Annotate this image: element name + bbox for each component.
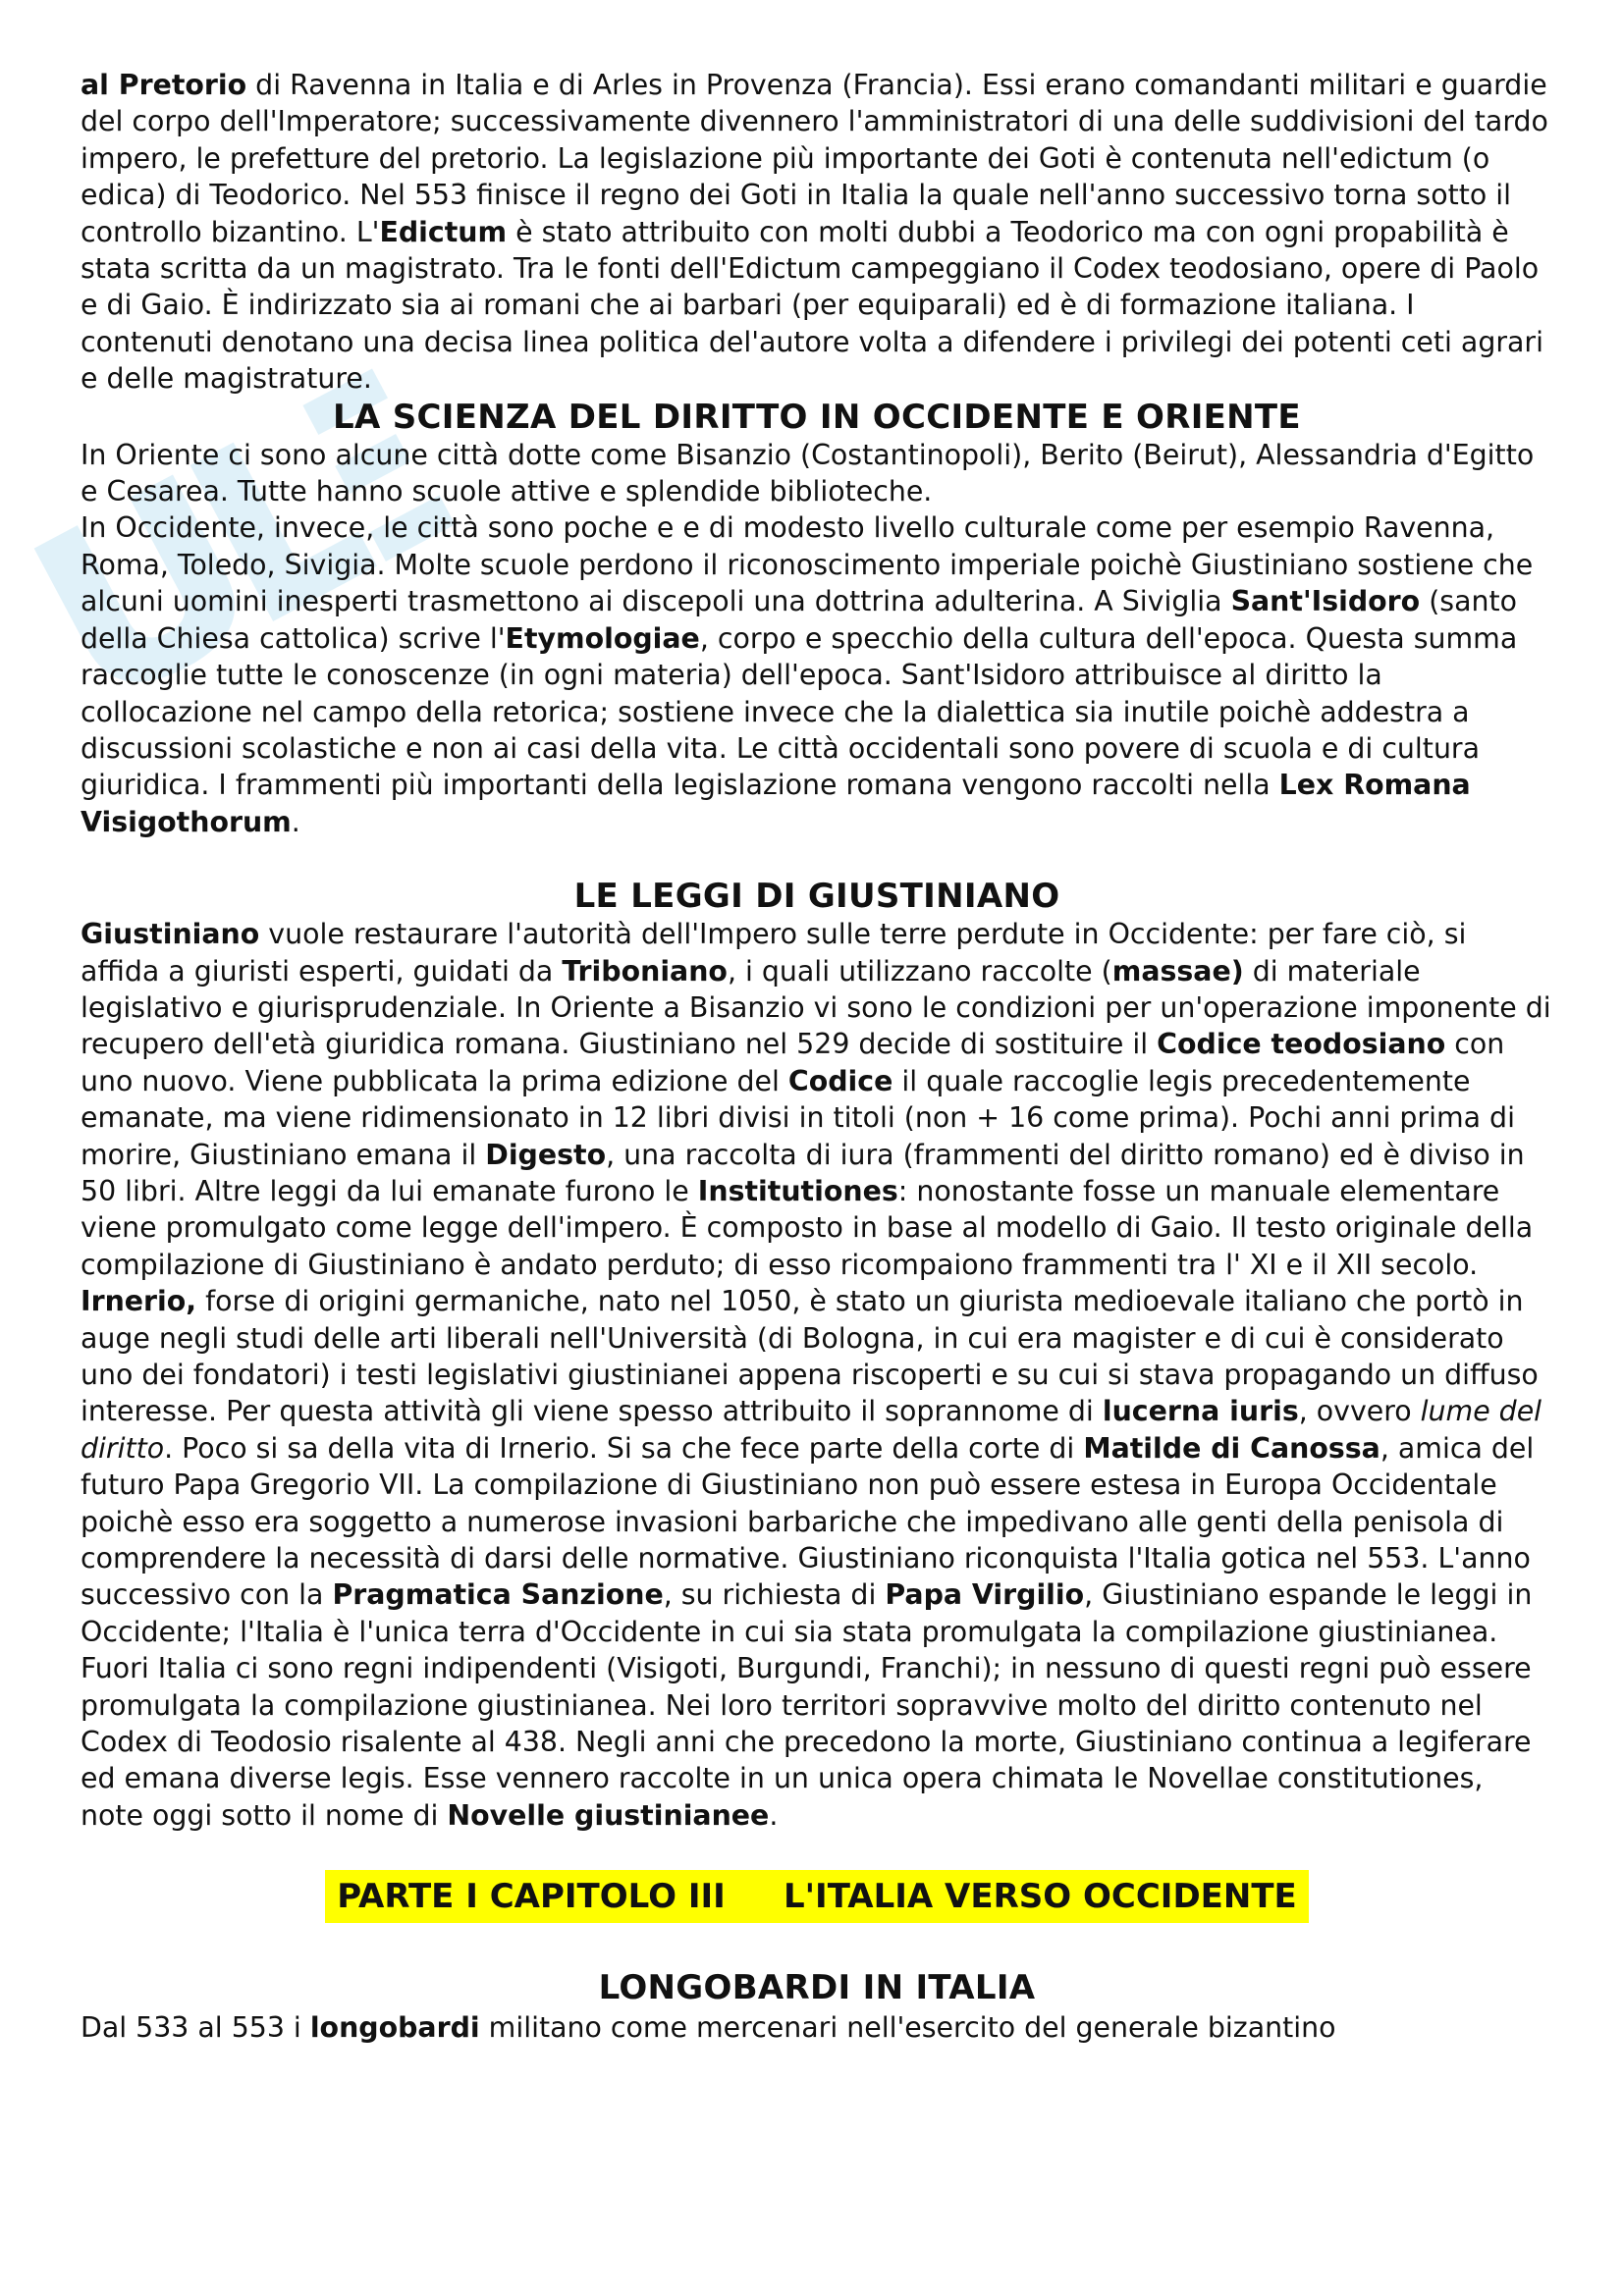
bold-term: Etymologiae xyxy=(505,621,700,655)
bold-term: Pragmatica Sanzione xyxy=(332,1578,664,1612)
text-run: , i quali utilizzano raccolte ( xyxy=(727,954,1112,988)
paragraph-longobardi xyxy=(81,2009,1553,2046)
paragraph-giustiniano xyxy=(81,916,1553,1834)
bold-term: Irnerio, xyxy=(81,1285,197,1318)
text-run: , una raccolta di iura (frammenti del diritto romano) ed è diviso in 50 libri. Altre leggi da lui emanate furono le xyxy=(81,1138,1525,1207)
text-run: , Giustiniano espande le leggi in Occidente; l'Italia è l'unica terra d'Occidente in cui sia stata promulgata la compilazione giustinianea. Fuori Italia ci sono regni indipendenti (Visigoti, Burgundi, Franchi); in nessuno di questi regni può essere promulgata la compilazione giustinianea. Nei loro territori sopravvive molto del diritto contenuto nel Codex di Teodosio risalente al 438. Negli anni che precedono la morte, Giustiniano continua a legiferare ed emana diverse legis. Esse vennero raccolte in un unica opera chimata le Novellae constitutiones, note oggi sotto il nome di xyxy=(81,1578,1533,1832)
bold-term: Matilde di Canossa xyxy=(1083,1431,1380,1465)
text-run: . Poco si sa della vita di Irnerio. Si sa che fece parte della corte di xyxy=(164,1431,1084,1465)
text-run: militano come mercenari nell'esercito del generale bizantino xyxy=(479,2011,1336,2045)
bold-term: Edictum xyxy=(379,215,508,248)
text-run: , corpo e specchio della cultura dell'epoca. Questa summa raccoglie tutte le conoscenze (in ogni materia) dell'epoca. Sant'Isidoro attribuisce al diritto la collocazione nel campo della retorica; sostiene invece che la dialettica sia inutile poichè addestra a discussioni scolastiche e non ai casi della vita. Le città occidentali sono povere di scuola e di cultura giuridica. I frammenti più importanti della legislazione romana vengono raccolti nella xyxy=(81,621,1518,802)
bold-term: Codice xyxy=(787,1064,893,1097)
bold-term: Codice teodosiano xyxy=(1157,1028,1446,1061)
section-heading-scienza: LA SCIENZA DEL DIRITTO IN OCCIDENTE E ORIENTE xyxy=(333,397,1301,437)
bold-term: Sant'Isidoro xyxy=(1230,585,1421,618)
text-run: . xyxy=(291,805,300,838)
text-run: , su richiesta di xyxy=(663,1578,886,1612)
bold-term: Digesto xyxy=(485,1138,607,1171)
paragraph-oriente: In Oriente ci sono alcune città dotte come Bisanzio (Costantinopoli), Berito (Beirut), Alessandria d'Egitto e Cesarea. Tutte hanno scuole attive e splendide biblioteche. xyxy=(81,438,1535,508)
text-run: Dal 533 al 553 i xyxy=(81,2011,310,2045)
text-run: forse di origini germaniche, nato nel 1050, è stato un giurista medioevale italiano che portò in auge negli studi delle arti liberali nell'Università (di Bologna, in cui era magister e di cui è considerato uno dei fondatori) i testi legislativi giustinianei appena riscoperti e su cui si stava propagando un diffuso interesse. Per questa attività gli viene spesso attribuito il soprannome di xyxy=(81,1285,1539,1428)
bold-term: Papa Virgilio xyxy=(885,1578,1085,1612)
text-run: di materiale legislativo e giurisprudenziale. In Oriente a Bisanzio vi sono le condizioni per un'operazione imponente di recupero dell'età giuridica romana. Giustiniano nel 529 decide di sostituire il xyxy=(81,954,1551,1061)
text-run: di Ravenna in Italia e di Arles in Provenza (Francia). Essi erano comandanti militari e guardie del corpo dell'Imperatore; successivamente divennero l'amministratori di una delle suddivisioni del tardo impero, le prefetture del pretorio. La legislazione più importante dei Goti è contenuta nell'edictum (o edica) di Teodorico. Nel 553 finisce il regno dei Goti in Italia la quale nell'anno successivo torna sotto il controllo bizantino. L' xyxy=(81,69,1548,248)
section-heading-longobardi: LONGOBARDI IN ITALIA xyxy=(598,1968,1036,2008)
text-run: con uno nuovo. Viene pubblicata la prima edizione del xyxy=(81,1028,1505,1097)
text-run: . xyxy=(769,1798,779,1832)
chapter-heading-parte: PARTE I CAPITOLO III L'ITALIA VERSO OCCIDENTE xyxy=(325,1870,1309,1923)
chapter-heading-wrap xyxy=(81,1870,1553,1931)
text-run: (santo della Chiesa cattolica) scrive l' xyxy=(81,585,1517,655)
bold-term: al Pretorio xyxy=(81,69,247,101)
paragraph-occidente xyxy=(81,509,1553,840)
text-run: In Occidente, invece, le città sono poche e e di modesto livello culturale come per esempio Ravenna, Roma, Toledo, Sivigia. Molte scuole perdono il riconoscimento imperiale poichè Giustiniano sostiene che alcuni uomini inesperti trasmettono ai discepoli una dottrina adulterina. A Siviglia xyxy=(81,511,1534,618)
document-page xyxy=(81,67,1553,2047)
bold-term: Novelle giustinianee xyxy=(447,1798,770,1832)
text-run: , ovvero xyxy=(1298,1395,1421,1428)
bold-term: Institutiones xyxy=(697,1174,898,1207)
bold-term: Lex Romana Visigothorum xyxy=(81,769,1471,838)
italic-term: lume del diritto xyxy=(81,1395,1542,1465)
bold-term: lucerna iuris xyxy=(1102,1395,1299,1428)
paragraph-goti xyxy=(81,67,1553,398)
text-run: è stato attribuito con molti dubbi a Teodorico ma con ogni propabilità è stata scritta da un magistrato. Tra le fonti dell'Edictum campeggiano il Codex teodosiano, opere di Paolo e di Gaio. È indirizzato sia ai romani che ai barbari (per equiparali) ed è di formazione italiana. I contenuti denotano una decisa linea politica del'autore volta a difendere i privilegi dei potenti ceti agrari e delle magistrature. xyxy=(81,215,1543,396)
bold-term: massae) xyxy=(1111,954,1244,988)
text-run: , amica del futuro Papa Gregorio VII. La compilazione di Giustiniano non può essere estesa in Europa Occidentale poichè esso era soggetto a numerose invasioni barbariche che impedivano alle genti della penisola di comprendere la necessità di darsi delle normative. Giustiniano riconquista l'Italia gotica nel 553. L'anno successivo con la xyxy=(81,1431,1535,1612)
text-run: vuole restaurare l'autorità dell'Impero sulle terre perdute in Occidente: per fare ciò, si affida a giuristi esperti, guidati da xyxy=(81,918,1467,988)
text-run: il quale raccoglie legis precedentemente emanate, ma viene ridimensionato in 12 libri divisi in titoli (non + 16 come prima). Pochi anni prima di morire, Giustiniano emana il xyxy=(81,1064,1515,1171)
bold-term: longobardi xyxy=(309,2011,480,2045)
bold-term: Triboniano xyxy=(562,954,728,988)
text-run: : nonostante fosse un manuale elementare viene promulgato come legge dell'impero. È composto in base al modello di Gaio. Il testo originale della compilazione di Giustiniano è andato perduto; di esso ricompaiono frammenti tra l' XI e il XII secolo. xyxy=(81,1174,1534,1281)
bold-term: Giustiniano xyxy=(81,918,260,951)
section-heading-leggi: LE LEGGI DI GIUSTINIANO xyxy=(573,877,1060,917)
